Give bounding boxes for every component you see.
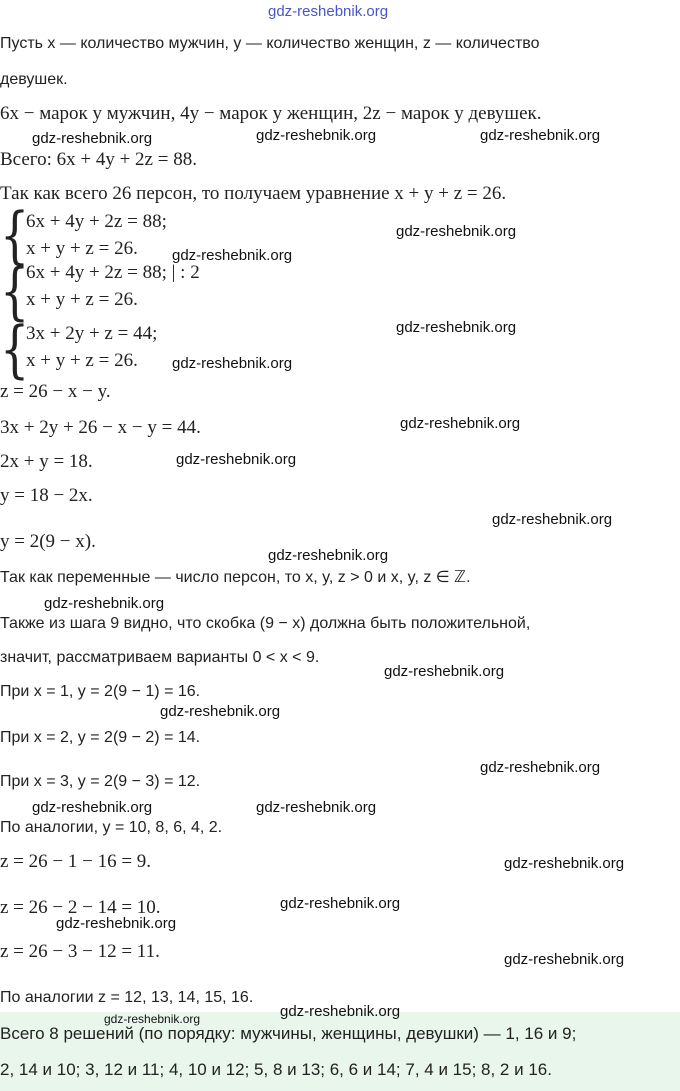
watermark: gdz-reshebnik.org: [280, 1003, 401, 1020]
watermark: gdz-reshebnik.org: [172, 355, 293, 372]
watermark: gdz-reshebnik.org: [32, 799, 153, 816]
system-3-eq-2: x + y + z = 26.: [26, 350, 138, 371]
text-line-21: По аналогии z = 12, 13, 14, 15, 16.: [0, 989, 254, 1006]
watermark: gdz-reshebnik.org: [256, 127, 377, 144]
watermark: gdz-reshebnik.org: [176, 451, 297, 468]
watermark: gdz-reshebnik.org: [396, 223, 517, 240]
text-line-19: z = 26 − 2 − 14 = 10.: [0, 897, 161, 918]
text-line-20: z = 26 − 3 − 12 = 11.: [0, 941, 160, 962]
text-line-2: девушек.: [0, 71, 68, 88]
system-2-eq-2: x + y + z = 26.: [26, 289, 138, 310]
text-line-7: 3x + 2y + 26 − x − y = 44.: [0, 417, 201, 438]
watermark: gdz-reshebnik.org: [384, 663, 505, 680]
text-line-6: z = 26 − x − y.: [0, 381, 111, 402]
watermark: gdz-reshebnik.org: [480, 127, 601, 144]
system-1-eq-2: x + y + z = 26.: [26, 238, 138, 259]
watermark: gdz-reshebnik.org: [172, 247, 293, 264]
system-3-eq-1: 3x + 2y + z = 44;: [26, 323, 158, 344]
watermark: gdz-reshebnik.org: [492, 511, 613, 528]
text-line-11: Так как переменные — число персон, то x, y, z > 0 и x, y, z ∈ ℤ.: [0, 569, 471, 586]
watermark: gdz-reshebnik.org: [480, 759, 601, 776]
watermark: gdz-reshebnik.org: [256, 799, 377, 816]
text-line-17: По аналогии, y = 10, 8, 6, 4, 2.: [0, 819, 223, 836]
watermark: gdz-reshebnik.org: [396, 319, 517, 336]
watermark: gdz-reshebnik.org: [160, 703, 281, 720]
text-line-15: При x = 2, y = 2(9 − 2) = 14.: [0, 729, 201, 746]
watermark: gdz-reshebnik.org: [504, 855, 625, 872]
answer-line-1: Всего 8 решений (по порядку: мужчины, женщины, девушки) — 1, 16 и 9;: [0, 1024, 577, 1043]
system-2-eq-1: 6x + 4y + 2z = 88; | : 2: [26, 262, 200, 283]
text-line-13: значит, рассматриваем варианты 0 < x < 9.: [0, 649, 320, 666]
watermark: gdz-reshebnik.org: [32, 130, 153, 147]
text-line-5: Так как всего 26 персон, то получаем уравнение x + y + z = 26.: [0, 183, 507, 204]
text-line-18: z = 26 − 1 − 16 = 9.: [0, 851, 152, 872]
system-1-eq-1: 6x + 4y + 2z = 88;: [26, 211, 167, 232]
system-brace-3: {: [0, 312, 30, 386]
text-line-12: Также из шага 9 видно, что скобка (9 − x) должна быть положительной,: [0, 615, 531, 632]
watermark: gdz-reshebnik.org: [104, 1012, 201, 1026]
text-line-9: y = 18 − 2x.: [0, 485, 93, 506]
watermark: gdz-reshebnik.org: [56, 915, 177, 932]
text-line-10: y = 2(9 − x).: [0, 531, 96, 552]
system-brace-1: {: [0, 198, 30, 272]
text-line-3: 6x − марок у мужчин, 4y − марок у женщин, 2z − марок у девушек.: [0, 103, 542, 124]
text-line-16: При x = 3, y = 2(9 − 3) = 12.: [0, 773, 201, 790]
watermark-top: gdz-reshebnik.org: [268, 3, 389, 20]
watermark: gdz-reshebnik.org: [44, 595, 165, 612]
watermark: gdz-reshebnik.org: [280, 895, 401, 912]
text-line-4: Всего: 6x + 4y + 2z = 88.: [0, 149, 197, 170]
watermark: gdz-reshebnik.org: [268, 547, 389, 564]
text-line-14: При x = 1, y = 2(9 − 1) = 16.: [0, 683, 201, 700]
watermark: gdz-reshebnik.org: [504, 951, 625, 968]
watermark: gdz-reshebnik.org: [400, 415, 521, 432]
system-brace-2: {: [0, 254, 30, 328]
text-line-8: 2x + y = 18.: [0, 451, 93, 472]
answer-line-2: 2, 14 и 10; 3, 12 и 11; 4, 10 и 12; 5, 8 и 13; 6, 6 и 14; 7, 4 и 15; 8, 2 и 16.: [0, 1060, 552, 1079]
text-line-1: Пусть x — количество мужчин, y — количество женщин, z — количество: [0, 35, 540, 52]
